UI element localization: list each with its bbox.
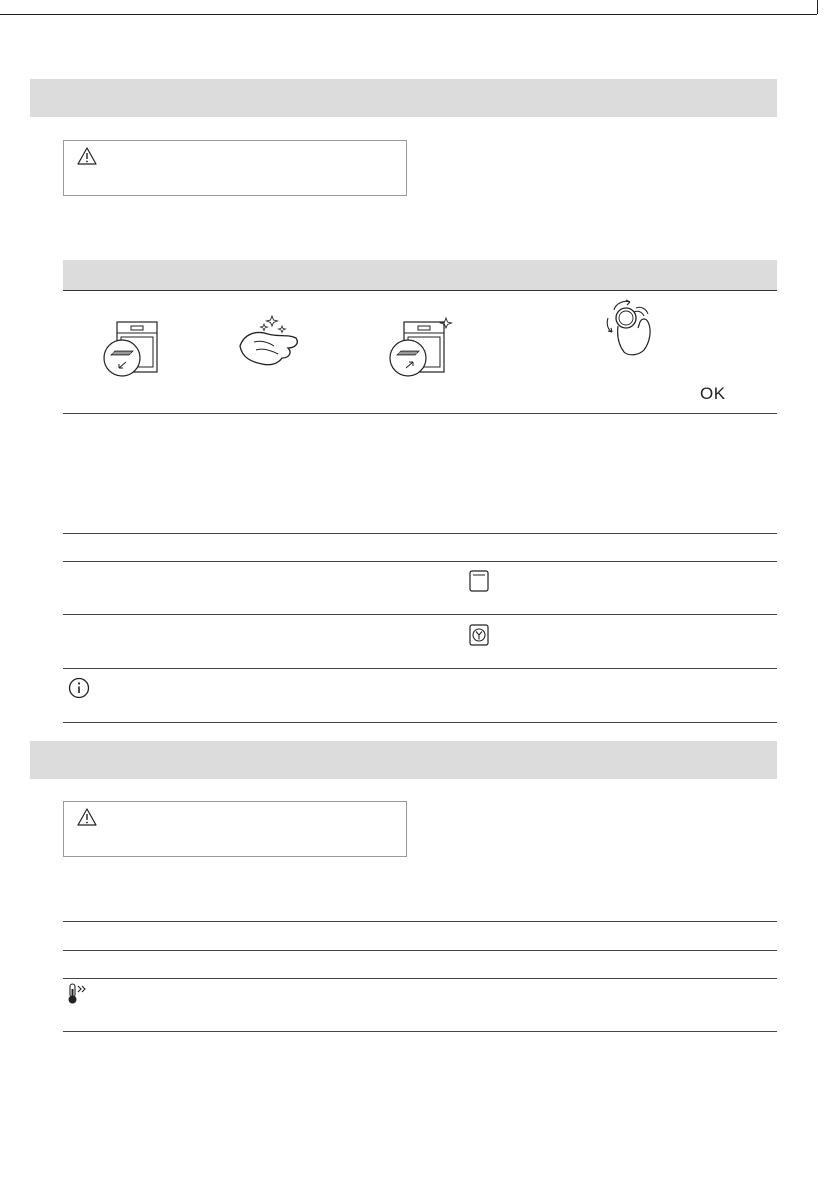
page-top-rule (0, 14, 817, 15)
table-rule (63, 950, 777, 951)
table-rule (63, 413, 777, 414)
hand-wipe-cloth-icon (234, 308, 306, 374)
warning-triangle-icon (77, 147, 97, 165)
table-rule (63, 921, 777, 922)
table-rule (63, 614, 777, 615)
hand-turn-knob-icon (600, 298, 660, 360)
fan-mode-icon (469, 624, 489, 646)
page-corner-mark (817, 0, 818, 14)
table-rule (63, 978, 777, 979)
oven-remove-tray-icon (100, 318, 162, 380)
warning-box-2 (63, 801, 407, 857)
table-rule (63, 561, 777, 562)
steps-table-header (63, 260, 777, 291)
table-rule (63, 668, 777, 669)
table-rule (63, 1031, 777, 1032)
temperature-fast-heat-icon (66, 983, 92, 1005)
table-rule (63, 722, 777, 723)
oven-insert-tray-icon (388, 316, 454, 382)
section-header-bar-1 (30, 79, 777, 117)
warning-box-1 (63, 140, 407, 196)
table-rule (63, 533, 777, 534)
ok-label: OK (700, 384, 726, 403)
info-icon (68, 677, 90, 699)
warning-triangle-icon (77, 808, 97, 826)
section-header-bar-2 (30, 741, 777, 779)
oven-mode-icon (469, 570, 489, 592)
